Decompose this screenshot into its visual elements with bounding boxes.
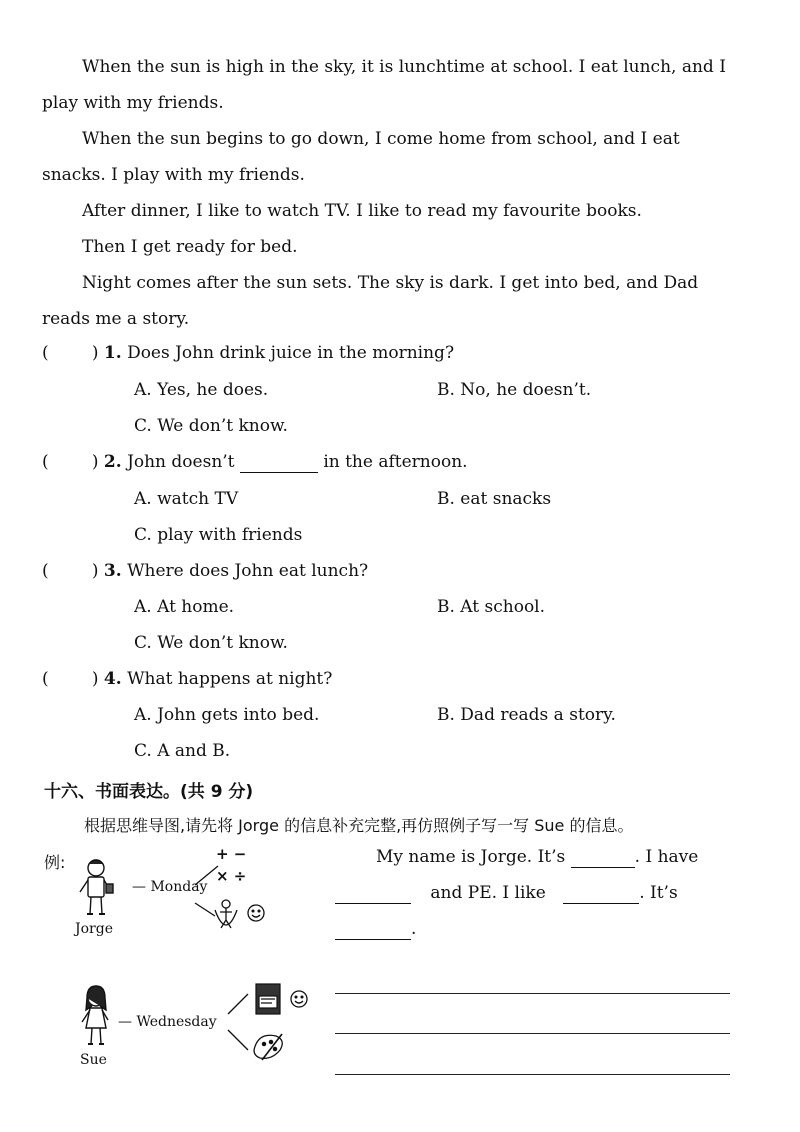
passage-line: When the sun begins to go down, I come home from school, and I eat [82, 129, 680, 149]
example-label: 例: [44, 853, 66, 872]
jorge-name-label: Jorge [75, 921, 113, 937]
sue-name-label: Sue [80, 1052, 107, 1068]
writing-line[interactable] [335, 1074, 730, 1075]
answer-bracket[interactable]: ( ) [42, 343, 99, 363]
question-text: Where does John eat lunch? [127, 561, 369, 581]
fill-blank[interactable] [571, 847, 635, 868]
passage-line: snacks. I play with my friends. [42, 165, 305, 185]
question-number: 1. [103, 343, 122, 363]
passage-line: reads me a story. [42, 309, 190, 329]
answer-bracket[interactable]: ( ) [42, 669, 99, 689]
passage-paragraph-5 [42, 265, 744, 337]
passage-paragraph-3 [42, 193, 744, 229]
model-text: . I have [634, 847, 699, 867]
passage-line: After dinner, I like to watch TV. I like to read my favourite books. [82, 201, 642, 221]
question-text: Does John drink juice in the morning? [127, 343, 455, 363]
answer-bracket[interactable]: ( ) [42, 452, 99, 472]
question-4 [42, 669, 332, 689]
fill-blank[interactable] [335, 883, 411, 904]
question-1 [42, 343, 454, 363]
book-icon [256, 984, 280, 1014]
section-heading: 十六、书面表达。(共 9 分) [44, 782, 254, 802]
option-c: C. We don’t know. [134, 633, 288, 653]
passage-line: Night comes after the sun sets. The sky is dark. I get into bed, and Dad [82, 273, 699, 293]
palette-icon [254, 1034, 282, 1060]
model-text: . It’s [639, 883, 678, 903]
question-text: John doesn’t [127, 452, 235, 472]
option-b: B. Dad reads a story. [437, 705, 616, 725]
writing-line[interactable] [335, 993, 730, 994]
boy-figure-icon [80, 860, 113, 914]
model-text: . [411, 919, 417, 939]
model-text: My name is Jorge. It’s [376, 847, 566, 867]
passage-paragraph-2 [42, 121, 744, 193]
option-c: C. A and B. [134, 741, 231, 761]
option-a: A. John gets into bed. [134, 705, 320, 725]
model-line-2 [335, 883, 678, 904]
option-b: B. eat snacks [437, 489, 552, 509]
question-3 [42, 561, 368, 581]
smiley-icon [248, 905, 264, 921]
option-a: A. At home. [134, 597, 235, 617]
girl-figure-icon [82, 986, 108, 1044]
option-a: A. Yes, he does. [134, 380, 269, 400]
answer-bracket[interactable]: ( ) [42, 561, 99, 581]
question-number: 4. [103, 669, 122, 689]
writing-line[interactable] [335, 1033, 730, 1034]
branch-lines [228, 994, 248, 1050]
boy-jumping-icon [215, 900, 237, 928]
passage-line: play with my friends. [42, 93, 224, 113]
question-number: 3. [103, 561, 122, 581]
smiley-icon [291, 991, 307, 1007]
math-symbols-icon: × ÷ [216, 867, 247, 885]
passage-paragraph-4 [42, 229, 744, 265]
sue-day-label: — Wednesday [118, 1014, 217, 1030]
model-text: and PE. I like [430, 883, 546, 903]
section-instruction: 根据思维导图,请先将 Jorge 的信息补充完整,再仿照例子写一写 Sue 的信息。 [84, 816, 634, 835]
passage-line: When the sun is high in the sky, it is lunchtime at school. I eat lunch, and I [82, 57, 726, 77]
question-number: 2. [103, 452, 122, 472]
option-c: C. We don’t know. [134, 416, 288, 436]
math-symbols-icon: + − [216, 845, 247, 863]
fill-blank[interactable] [240, 452, 318, 473]
option-b: B. At school. [437, 597, 546, 617]
fill-blank[interactable] [563, 883, 639, 904]
fill-blank[interactable] [335, 919, 411, 940]
question-text: in the afternoon. [323, 452, 468, 472]
option-a: A. watch TV [134, 489, 239, 509]
passage-line: Then I get ready for bed. [82, 237, 298, 257]
model-line-3 [335, 919, 416, 940]
option-b: B. No, he doesn’t. [437, 380, 592, 400]
model-line-1 [376, 847, 698, 868]
question-2 [42, 452, 468, 473]
jorge-day-label: — Monday [132, 879, 208, 895]
question-text: What happens at night? [127, 669, 333, 689]
passage-paragraph-1 [42, 49, 744, 121]
option-c: C. play with friends [134, 525, 303, 545]
